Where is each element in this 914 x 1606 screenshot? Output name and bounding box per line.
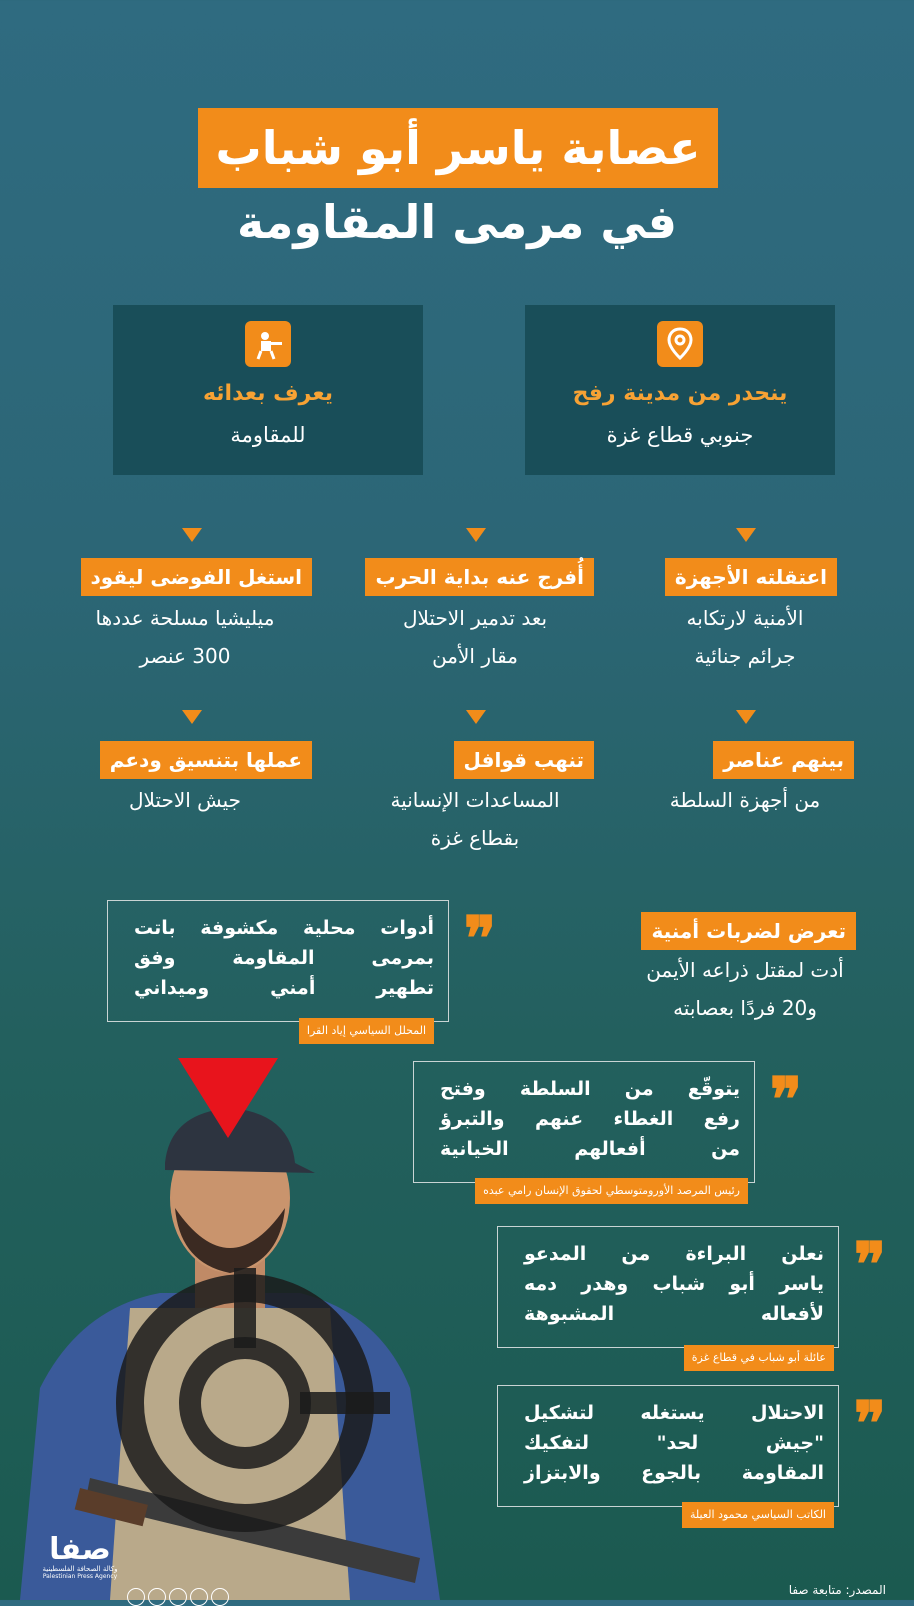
quote-box [497,1385,886,1507]
fact-label: تعرض لضربات أمنية [641,912,856,950]
down-arrow-icon [182,528,202,542]
quote-line: "جيش لحد" لتفكيك [524,1432,824,1454]
fact-label: استغل الفوضى ليقود [81,558,312,596]
logo-agency-ar: وكالة الصحافة الفلسطينية [42,1565,118,1573]
fact-text: المساعدات الإنسانية [390,788,560,812]
quote-mark-icon: ❞ [463,904,496,974]
quote-mark-icon: ❞ [853,1230,886,1300]
quote-mark-icon: ❞ [853,1389,886,1459]
quote-line: تطهير أمني وميداني [134,977,434,999]
fact-text: مقار الأمن [432,644,518,668]
fact-label: أُفرج عنه بداية الحرب [365,558,594,596]
footer-source: المصدر: متابعة صفا [788,1583,886,1597]
target-person-illustration [0,1058,470,1600]
quote-source: المحلل السياسي إياد القرا [299,1018,434,1044]
fact-text: بعد تدمير الاحتلال [402,606,548,630]
fact-text: جيش الاحتلال [128,788,242,812]
quote-line: المقاومة بالجوع والابتزاز [524,1462,824,1484]
card-heading: ينحدر من مدينة رفح [572,381,788,406]
quote-source: الكاتب السياسي محمود العيلة [682,1502,834,1528]
fact-text: و20 فردًا بعصابته [673,996,817,1020]
quote-line: الاحتلال يستغله لتشكيل [524,1402,824,1424]
quote-box [107,900,496,1022]
telegram-icon[interactable] [148,1588,166,1606]
quote-line: نعلن البراءة من المدعو [524,1243,824,1265]
fact-label: بينهم عناصر [713,741,854,779]
fact-text: من أجهزة السلطة [669,788,821,812]
info-card-origin [525,305,835,475]
quote-mark-icon: ❞ [769,1065,802,1135]
card-body: جنوبي قطاع غزة [606,423,754,447]
quote-line: أدوات محلية مكشوفة باتت [134,917,434,939]
tiktok-icon[interactable] [169,1588,187,1606]
fact-label: اعتقلته الأجهزة [665,558,837,596]
down-arrow-icon [736,710,756,724]
down-arrow-icon [466,710,486,724]
fact-text: الأمنية لارتكابه [686,606,804,630]
agency-logo [40,1532,120,1580]
down-arrow-icon [736,528,756,542]
down-arrow-icon [466,528,486,542]
fact-text: جرائم جنائية [694,644,796,668]
quote-line: ياسر أبو شباب وهدر دمه [524,1273,824,1295]
whatsapp-icon[interactable] [190,1588,208,1606]
fact-text: ميليشيا مسلحة عددها [95,606,275,630]
info-card-hostility [113,305,423,475]
card-heading: يعرف بعدائه [202,381,334,406]
down-arrow-icon [182,710,202,724]
quote-line: بمرمى المقاومة وفق [134,947,434,969]
quote-line: يتوقّع من السلطة وفتح [440,1078,740,1100]
fact-text: 300 عنصر [139,644,231,668]
title-banner [198,108,718,188]
logo-agency-en: Palestinian Press Agency [42,1573,118,1580]
fact-label: تنهب قوافل [454,741,594,779]
quote-box [497,1226,886,1348]
logo-wordmark: صفا [49,1532,111,1567]
quote-line: لأفعاله المشبوهة [524,1303,824,1325]
page-title: عصابة ياسر أبو شباب [215,121,701,175]
quote-line: من أفعالهم الخيانية [440,1138,740,1160]
soldier-icon [245,321,291,367]
instagram-icon[interactable] [211,1588,229,1606]
page-subtitle: في مرمى المقاومة [236,195,678,249]
fact-text: بقطاع غزة [430,826,520,850]
fact-text: أدت لمقتل ذراعه الأيمن [646,958,844,982]
fact-label: عملها بتنسيق ودعم [100,741,312,779]
facebook-icon[interactable] [127,1588,145,1606]
card-body: للمقاومة [230,423,306,447]
quote-line: رفع الغطاء عنهم والتبرؤ [440,1108,740,1130]
quote-source: رئيس المرصد الأورومتوسطي لحقوق الإنسان رامي عبده [475,1178,748,1204]
quote-source: عائلة أبو شباب في قطاع غزة [684,1345,834,1371]
location-pin-icon [657,321,703,367]
